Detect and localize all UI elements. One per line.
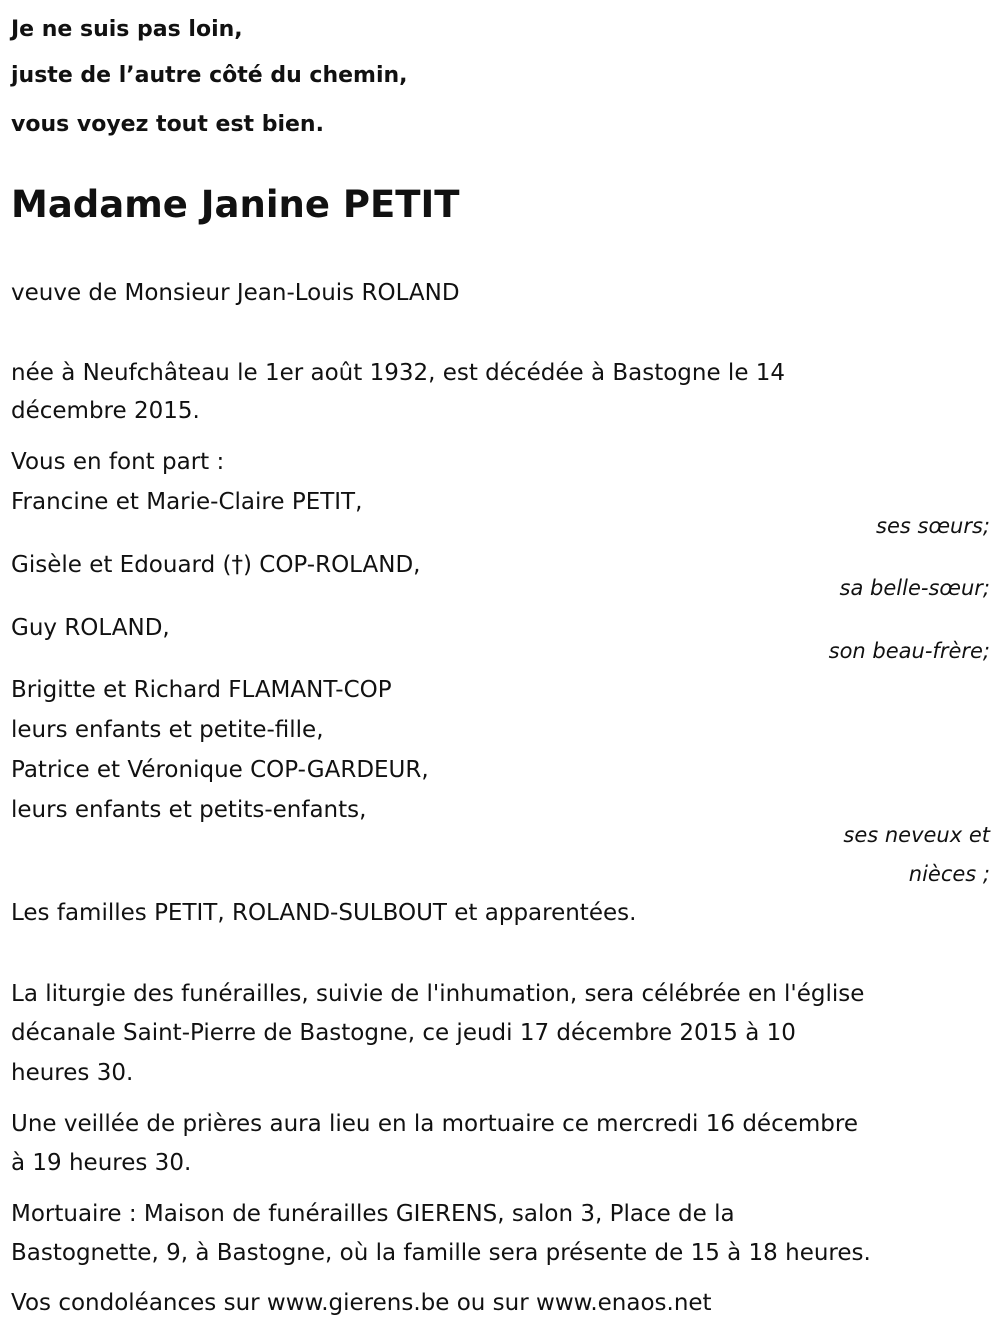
birth-death-line: décembre 2015. — [11, 398, 200, 424]
deceased-name: Madame Janine PETIT — [11, 183, 460, 226]
family-member: leurs enfants et petite-fille, — [11, 717, 324, 743]
family-member: Brigitte et Richard FLAMANT-COP — [11, 677, 392, 703]
family-relation: ses sœurs; — [876, 514, 990, 538]
condolences-line: Vos condoléances sur www.gierens.be ou sur www.enaos.net — [11, 1290, 712, 1316]
liturgy-line: La liturgie des funérailles, suivie de l'inhumation, sera célébrée en l'église — [11, 981, 865, 1007]
poem-line: juste de l’autre côté du chemin, — [11, 63, 408, 88]
poem-line: vous voyez tout est bien. — [11, 112, 324, 137]
family-relation: sa belle-sœur; — [839, 576, 990, 600]
family-member: Patrice et Véronique COP-GARDEUR, — [11, 757, 429, 783]
family-relation: son beau-frère; — [828, 639, 990, 663]
mortuary-line: Bastognette, 9, à Bastogne, où la famille sera présente de 15 à 18 heures. — [11, 1240, 871, 1266]
family-member: Guy ROLAND, — [11, 615, 170, 641]
birth-death-line: née à Neufchâteau le 1er août 1932, est décédée à Bastogne le 14 — [11, 360, 786, 386]
family-member: Gisèle et Edouard (†) COP-ROLAND, — [11, 552, 421, 578]
poem-line: Je ne suis pas loin, — [11, 17, 243, 42]
family-member: Francine et Marie-Claire PETIT, — [11, 489, 363, 515]
family-relation: ses neveux et — [843, 823, 990, 847]
liturgy-line: heures 30. — [11, 1060, 134, 1086]
mortuary-line: Mortuaire : Maison de funérailles GIERENS, salon 3, Place de la — [11, 1201, 735, 1227]
announcement: Vous en font part : — [11, 449, 225, 475]
vigil-line: à 19 heures 30. — [11, 1150, 192, 1176]
family-member: leurs enfants et petits-enfants, — [11, 797, 367, 823]
vigil-line: Une veillée de prières aura lieu en la mortuaire ce mercredi 16 décembre — [11, 1111, 858, 1137]
families-line: Les familles PETIT, ROLAND-SULBOUT et apparentées. — [11, 900, 637, 926]
family-relation: nièces ; — [908, 862, 990, 886]
liturgy-line: décanale Saint-Pierre de Bastogne, ce jeudi 17 décembre 2015 à 10 — [11, 1020, 796, 1046]
widow-of: veuve de Monsieur Jean-Louis ROLAND — [11, 280, 460, 306]
